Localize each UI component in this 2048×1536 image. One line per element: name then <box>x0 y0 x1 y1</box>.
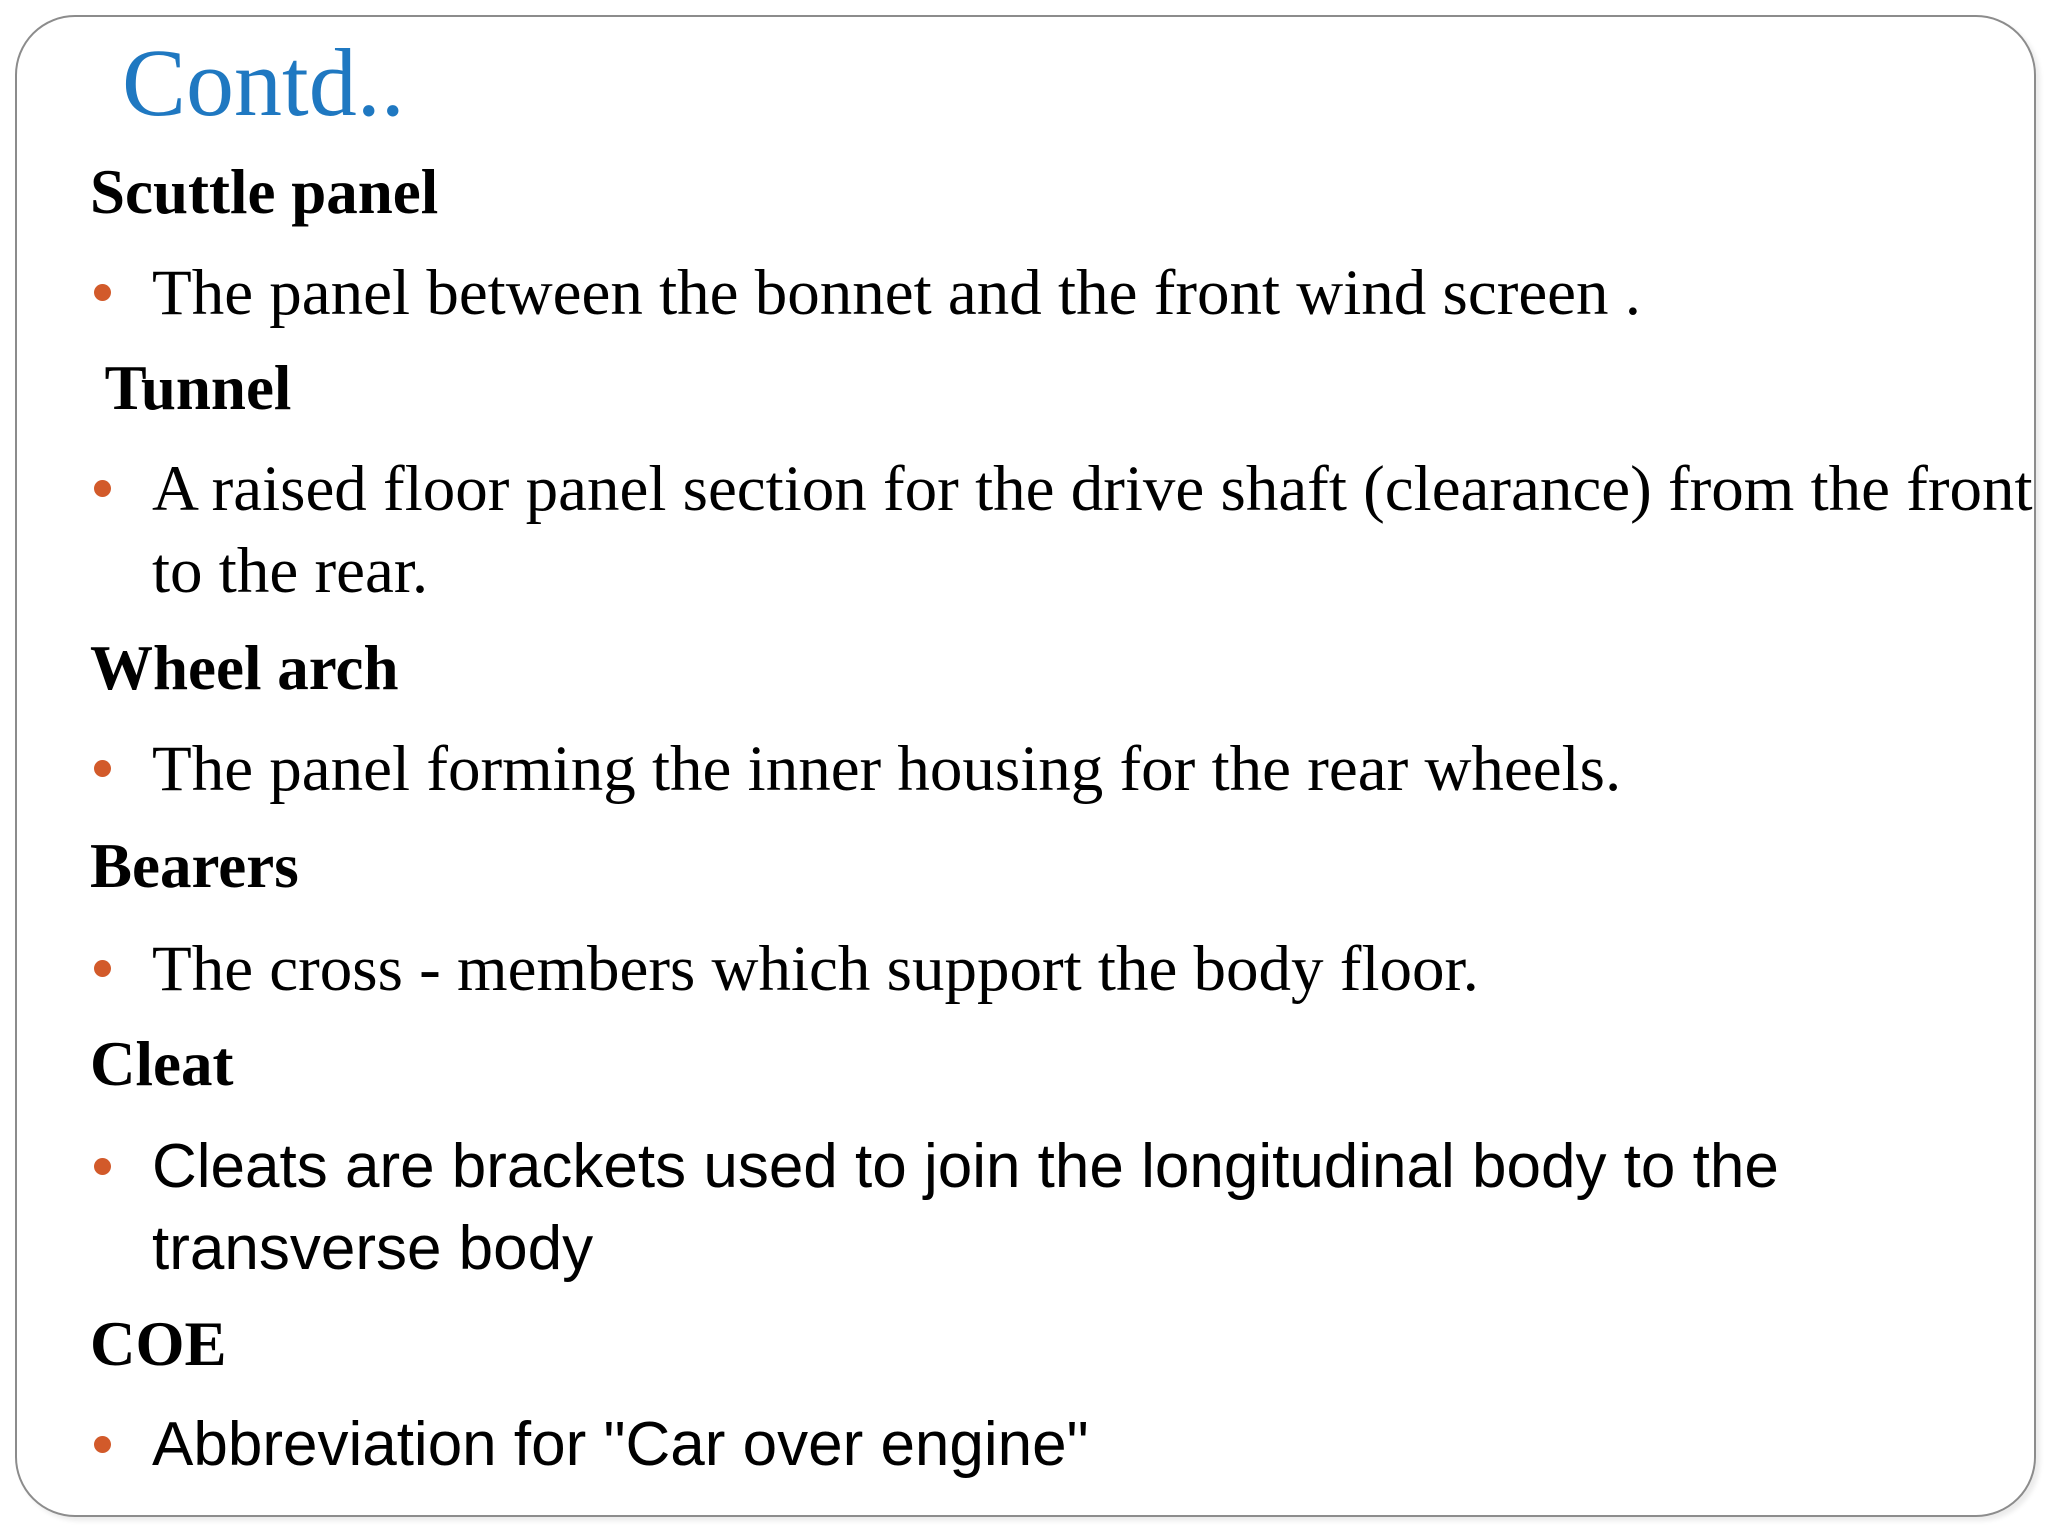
bullet-text: Cleats are brackets used to join the longitudinal body to the transverse body <box>152 1132 1779 1283</box>
heading-cleat: Cleat <box>90 1029 234 1099</box>
bullet-text: The cross - members which support the body floor. <box>152 933 1479 1005</box>
bullet-text: Abbreviation for "Car over engine" <box>152 1410 1089 1479</box>
bullet-dot-icon <box>94 960 111 977</box>
bullet-dot-icon <box>94 480 111 497</box>
heading-wheel-arch: Wheel arch <box>90 633 399 703</box>
heading-coe: COE <box>90 1309 227 1379</box>
bullet-dot-icon <box>94 284 111 301</box>
bullet-dot-icon <box>94 760 111 777</box>
heading-scuttle-panel: Scuttle panel <box>90 157 439 227</box>
bullet-text: A raised floor panel section for the drive shaft (clearance) from the front to the rear. <box>152 453 2033 607</box>
heading-tunnel: Tunnel <box>90 353 292 423</box>
bullet-text: The panel between the bonnet and the front wind screen . <box>152 257 1642 329</box>
slide-title: Contd.. <box>122 29 405 136</box>
heading-bearers: Bearers <box>90 831 299 901</box>
bullet-dot-icon <box>94 1158 111 1175</box>
bullet-text: The panel forming the inner housing for the rear wheels. <box>152 733 1622 805</box>
bullet-dot-icon <box>94 1436 111 1453</box>
